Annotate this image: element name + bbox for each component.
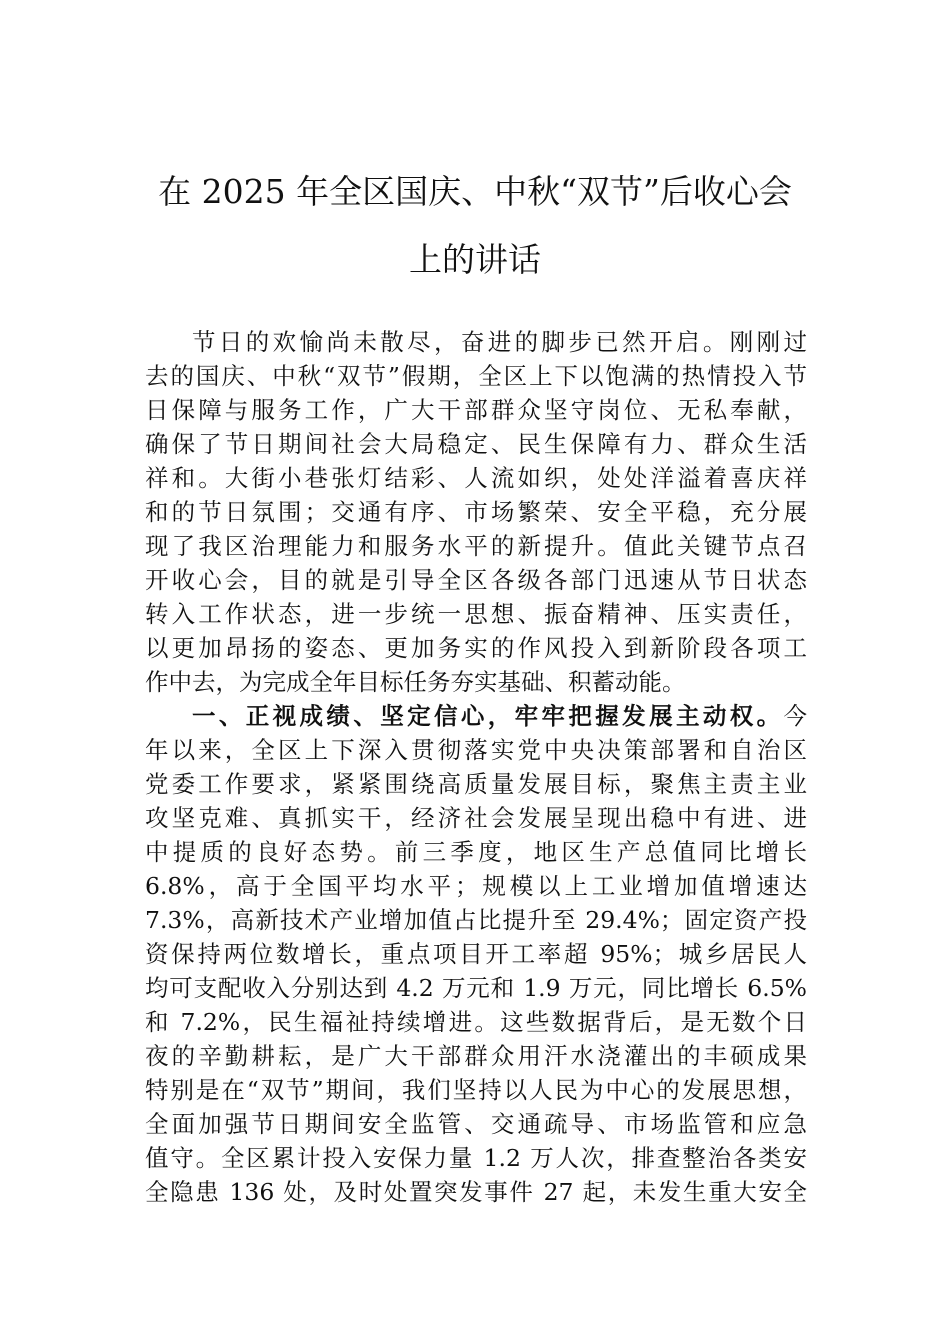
text-line: 现了我区治理能力和服务水平的新提升。值此关键节点召 xyxy=(145,532,807,560)
text-line: 攻坚克难、真抓实干，经济社会发展呈现出稳中有进、进 xyxy=(145,804,807,832)
text-line: 节日的欢愉尚未散尽，奋进的脚步已然开启。刚刚过 xyxy=(192,328,807,356)
text-line: 全隐患 136 处，及时处置突发事件 27 起，未发生重大安全 xyxy=(145,1178,807,1206)
text-line: 以更加昂扬的姿态、更加务实的作风投入到新阶段各项工 xyxy=(145,634,807,662)
text-line: 特别是在“双节”期间，我们坚持以人民为中心的发展思想， xyxy=(145,1076,807,1104)
text-line: 7.3%，高新技术产业增加值占比提升至 29.4%；固定资产投 xyxy=(145,906,807,934)
text-line: 中提质的良好态势。前三季度，地区生产总值同比增长 xyxy=(145,838,807,866)
text-line: 作中去，为完成全年目标任务夯实基础、积蓄动能。 xyxy=(145,668,686,696)
text-line: 全面加强节日期间安全监管、交通疏导、市场监管和应急 xyxy=(145,1110,807,1138)
text-line: 和 7.2%，民生福祉持续增进。这些数据背后，是无数个日 xyxy=(145,1008,807,1036)
text-line: 夜的辛勤耕耘，是广大干部群众用汗水浇灌出的丰硕成果 xyxy=(145,1042,807,1070)
text-line: 值守。全区累计投入安保力量 1.2 万人次，排查整治各类安 xyxy=(145,1144,807,1172)
text-line: 党委工作要求，紧紧围绕高质量发展目标，聚焦主责主业 xyxy=(145,770,807,798)
text-line: 均可支配收入分别达到 4.2 万元和 1.9 万元，同比增长 6.5% xyxy=(145,974,807,1002)
text-line: 祥和。大街小巷张灯结彩、人流如织，处处洋溢着喜庆祥 xyxy=(145,464,807,492)
text-line: 开收心会，目的就是引导全区各级各部门迅速从节日状态 xyxy=(145,566,807,594)
text-line: 和的节日氛围；交通有序、市场繁荣、安全平稳，充分展 xyxy=(145,498,807,526)
title-line-1: 在 2025 年全区国庆、中秋“双节”后收心会 xyxy=(158,172,792,211)
text-line: 6.8%，高于全国平均水平；规模以上工业增加值增速达 xyxy=(145,872,807,900)
section-heading: 一、正视成绩、坚定信心，牢牢把握发展主动权。 xyxy=(192,702,784,730)
body-text xyxy=(145,325,807,1209)
title-line-2: 上的讲话 xyxy=(409,240,541,279)
text-line: 去的国庆、中秋“双节”假期，全区上下以饱满的热情投入节 xyxy=(145,362,807,390)
text-line: 确保了节日期间社会大局稳定、民生保障有力、群众生活 xyxy=(145,430,807,458)
text-line: 年以来，全区上下深入贯彻落实党中央决策部署和自治区 xyxy=(145,736,807,764)
text-line: 转入工作状态，进一步统一思想、振奋精神、压实责任， xyxy=(145,600,807,628)
text-line: 日保障与服务工作，广大干部群众坚守岗位、无私奉献， xyxy=(145,396,807,424)
section-heading-line xyxy=(145,699,807,733)
text-line: 资保持两位数增长，重点项目开工率超 95%；城乡居民人 xyxy=(145,940,807,968)
text-fragment: 今 xyxy=(783,702,807,730)
page-title xyxy=(145,158,805,294)
